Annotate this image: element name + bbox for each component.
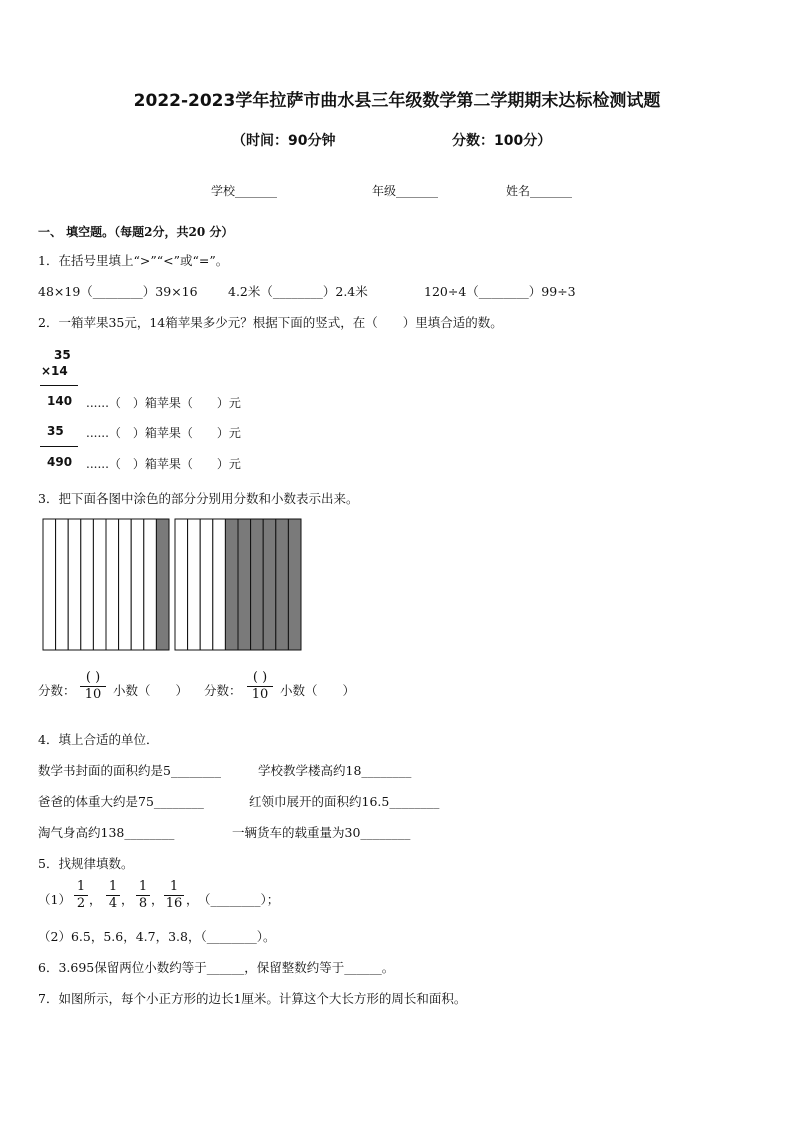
- q4-item[interactable]: 一辆货车的载重量为30________: [232, 825, 411, 840]
- fraction-denominator: 10: [84, 687, 102, 702]
- vertical-rule: [40, 385, 78, 386]
- blank-strip: [43, 519, 56, 650]
- q3-fraction-label: 分数：: [204, 683, 242, 698]
- shaded-strip: [288, 519, 301, 650]
- blank-strip: [131, 519, 144, 650]
- q1-item[interactable]: 48×19（________）39×16: [38, 284, 198, 299]
- grade-field[interactable]: 年级_______: [372, 184, 439, 198]
- blank-strip: [200, 519, 213, 650]
- blank-strip: [68, 519, 81, 650]
- q5-fraction: [74, 879, 88, 912]
- q5-part1-answer[interactable]: （________）；: [198, 892, 280, 907]
- vertical-rule: [40, 446, 78, 447]
- page-title: 2022-2023学年拉萨市曲水县三年级数学第二学期期末达标检测试题: [133, 91, 661, 111]
- q3-decimal-2[interactable]: 小数（ ）: [280, 683, 356, 698]
- q1-item[interactable]: 120÷4（________）99÷3: [424, 284, 576, 299]
- shaded-strip: [156, 519, 169, 650]
- q4-item[interactable]: 红领巾展开的面积约16.5________: [249, 794, 440, 809]
- fraction-denominator: 8: [138, 896, 148, 911]
- q5-part2[interactable]: （2）6.5，5.6，4.7，3.8，（________）。: [38, 929, 276, 944]
- q5-fraction: [106, 879, 120, 912]
- fraction-denominator: 16: [165, 896, 183, 911]
- shaded-strip: [225, 519, 238, 650]
- fraction-numerator: ( ): [80, 670, 106, 687]
- fraction-numerator: 1: [74, 879, 88, 896]
- shaded-strip-figure-2: [174, 518, 302, 651]
- q2-fill-3[interactable]: ......（ ）箱苹果（ ）元: [86, 457, 241, 471]
- shaded-strip: [251, 519, 264, 650]
- q4-prompt: 4．填上合适的单位．: [38, 732, 159, 747]
- vertical-partial-1: 140: [47, 394, 73, 408]
- blank-strip: [106, 519, 119, 650]
- name-field[interactable]: 姓名_______: [506, 184, 573, 198]
- shaded-strip: [276, 519, 289, 650]
- blank-strip: [188, 519, 201, 650]
- exam-time: （时间：90分钟: [232, 133, 336, 149]
- q5-prompt: 5．找规律填数。: [38, 856, 134, 871]
- blank-strip: [213, 519, 226, 650]
- blank-strip: [81, 519, 94, 650]
- vertical-top: 35: [54, 348, 71, 362]
- comma: ，: [151, 892, 164, 907]
- exam-score: 分数：100分）: [452, 133, 552, 149]
- q3-fraction-2[interactable]: [247, 670, 273, 703]
- q2-fill-1[interactable]: ......（ ）箱苹果（ ）元: [86, 396, 241, 410]
- blank-strip: [119, 519, 132, 650]
- blank-strip: [175, 519, 188, 650]
- q2-fill-2[interactable]: ......（ ）箱苹果（ ）元: [86, 426, 241, 440]
- q5-part1-label: （1）: [38, 892, 71, 907]
- q4-item[interactable]: 淘气身高约138________: [38, 825, 175, 840]
- q1-prompt: 1．在括号里填上“>”“<”或“=”。: [38, 253, 229, 268]
- vertical-partial-2: 35: [47, 424, 64, 438]
- q7-text: 7．如图所示，每个小正方形的边长1厘米。计算这个大长方形的周长和面积。: [38, 991, 467, 1006]
- comma: ，: [186, 892, 199, 907]
- shaded-strip-figure-1: [42, 518, 170, 651]
- q4-item[interactable]: 爸爸的体重大约是75________: [38, 794, 204, 809]
- q3-prompt: 3．把下面各图中涂色的部分分别用分数和小数表示出来。: [38, 491, 359, 506]
- blank-strip: [93, 519, 106, 650]
- q4-item[interactable]: 学校教学楼高约18________: [258, 763, 412, 778]
- section-heading: 一、 填空题。（每题2分，共20 分）: [38, 225, 234, 239]
- blank-strip: [144, 519, 157, 650]
- fraction-numerator: 1: [164, 879, 184, 896]
- comma: ，: [89, 892, 102, 907]
- fraction-numerator: 1: [106, 879, 120, 896]
- q3-fraction-1[interactable]: [80, 670, 106, 703]
- fraction-denominator: 2: [76, 896, 86, 911]
- q3-fraction-label: 分数：: [38, 683, 76, 698]
- comma: ，: [121, 892, 134, 907]
- fraction-denominator: 4: [108, 896, 118, 911]
- fraction-numerator: ( ): [247, 670, 273, 687]
- blank-strip: [56, 519, 69, 650]
- school-field[interactable]: 学校_______: [211, 184, 278, 198]
- vertical-multiplier: ×14: [41, 364, 68, 378]
- q4-item[interactable]: 数学书封面的面积约是5________: [38, 763, 221, 778]
- q1-item[interactable]: 4.2米（________）2.4米: [228, 284, 368, 299]
- vertical-result: 490: [47, 455, 73, 469]
- q2-prompt: 2．一箱苹果35元，14箱苹果多少元？根据下面的竖式，在（ ）里填合适的数。: [38, 315, 503, 330]
- q6-text[interactable]: 6．3.695保留两位小数约等于______，保留整数约等于______。: [38, 960, 395, 975]
- q3-decimal-1[interactable]: 小数（ ）: [113, 683, 189, 698]
- shaded-strip: [263, 519, 276, 650]
- fraction-numerator: 1: [136, 879, 150, 896]
- fraction-denominator: 10: [251, 687, 269, 702]
- shaded-strip: [238, 519, 251, 650]
- q5-fraction: [164, 879, 184, 912]
- q5-fraction: [136, 879, 150, 912]
